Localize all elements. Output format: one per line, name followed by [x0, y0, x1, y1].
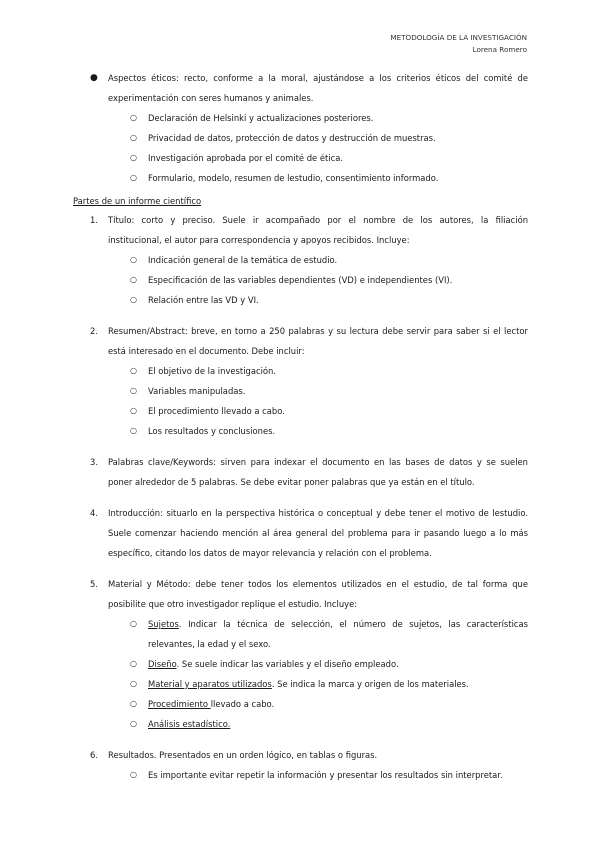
list-item: ○ Relación entre las VD y VI.	[73, 290, 528, 310]
circle-bullet-icon: ○	[130, 659, 137, 668]
part-text: posibilite que otro investigador replique el estudio. Incluye:	[108, 599, 358, 609]
list-item: ○ Es importante evitar repetir la información y presentar los resultados sin interpretar.	[73, 765, 528, 785]
part-text: específico, citando los datos de mayor relevancia y relación con el problema.	[108, 548, 432, 558]
analysis-term: Análisis estadístico.	[148, 719, 231, 729]
list-item: ○ Variables manipuladas.	[73, 381, 528, 401]
part-text: Resultados. Presentados en un orden lógico, en tablas o figuras.	[108, 750, 378, 760]
ethics-items	[73, 108, 528, 188]
procedure-term: Procedimiento	[148, 699, 211, 709]
part-5	[73, 574, 528, 734]
part-text: poner alrededor de 5 palabras. Se debe evitar poner palabras que ya están en el título.	[108, 477, 475, 487]
circle-bullet-icon: ○	[130, 153, 137, 162]
section-title: Partes de un informe científico	[73, 196, 202, 206]
list-item: ○ Privacidad de datos, protección de datos y destrucción de muestras.	[73, 128, 528, 148]
part-3	[73, 452, 528, 492]
part-1	[73, 210, 528, 310]
part-text: Introducción: situarlo en la perspectiva histórica o conceptual y debe tener el motivo de lestudio.	[108, 508, 528, 518]
circle-bullet-icon: ○	[130, 426, 137, 435]
list-item-procedure: ○ Procedimiento llevado a cabo.	[73, 694, 528, 714]
part-text: institucional, el autor para correspondencia y apoyos recibidos. Incluye:	[108, 235, 410, 245]
part-text: Material y Método: debe tener todos los elementos utilizados en el estudio, de tal forma que	[108, 579, 528, 589]
list-item-subjects-cont: relevantes, la edad y el sexo.	[148, 639, 271, 649]
header-author: Lorena Romero	[472, 44, 527, 54]
circle-bullet-icon: ○	[130, 366, 137, 375]
circle-bullet-icon: ○	[130, 133, 137, 142]
circle-bullet-icon: ○	[130, 386, 137, 395]
ethics-line-1: ● Aspectos éticos: recto, conforme a la moral, ajustándose a los criterios éticos del comité de	[73, 68, 528, 88]
list-item-material: ○ Material y aparatos utilizados. Se indica la marca y origen de los materiales.	[73, 674, 528, 694]
part-text: está interesado en el documento. Debe incluir:	[108, 346, 305, 356]
subjects-term: Sujetos	[148, 619, 179, 629]
part-2	[73, 321, 528, 441]
list-item: ○ Los resultados y conclusiones.	[73, 421, 528, 441]
circle-bullet-icon: ○	[130, 295, 137, 304]
circle-bullet-icon: ○	[130, 113, 137, 122]
page-header	[390, 32, 527, 55]
part-text: Palabras clave/Keywords: sirven para indexar el documento en las bases de datos y se suelen	[108, 457, 528, 467]
part-text: Resumen/Abstract: breve, en torno a 250 palabras y su lectura debe servir para saber si el lector	[108, 326, 528, 336]
list-item: ○ Investigación aprobada por el comité de ética.	[73, 148, 528, 168]
circle-bullet-icon: ○	[130, 173, 137, 182]
ethics-line-2: experimentación con seres humanos y animales.	[108, 93, 314, 103]
circle-bullet-icon: ○	[130, 619, 137, 628]
part-number: 4.	[90, 508, 98, 518]
part-number: 1.	[90, 215, 98, 225]
circle-bullet-icon: ○	[130, 699, 137, 708]
circle-bullet-icon: ○	[130, 255, 137, 264]
circle-bullet-icon: ○	[130, 770, 137, 779]
list-item: ○ Especificación de las variables dependientes (VD) e independientes (VI).	[73, 270, 528, 290]
circle-bullet-icon: ○	[130, 719, 137, 728]
part-6	[73, 745, 528, 785]
material-term: Material y aparatos utilizados	[148, 679, 272, 689]
list-item: ○ Declaración de Helsinki y actualizaciones posteriores.	[73, 108, 528, 128]
list-item: ○ Formulario, modelo, resumen de lestudio, consentimiento informado.	[73, 168, 528, 188]
part-text: Suele comenzar haciendo mención al área general del problema para ir pasando luego a lo más	[108, 528, 528, 538]
bullet-icon: ●	[90, 73, 98, 83]
circle-bullet-icon: ○	[130, 275, 137, 284]
part-number: 3.	[90, 457, 98, 467]
part-4	[73, 503, 528, 563]
header-course-title: METODOLOGÍA DE LA INVESTIGACIÓN	[390, 33, 527, 42]
circle-bullet-icon: ○	[130, 679, 137, 688]
ethics-block	[73, 68, 528, 188]
part-number: 6.	[90, 750, 98, 760]
list-item: ○ El procedimiento llevado a cabo.	[73, 401, 528, 421]
document-body	[73, 68, 528, 785]
part-text: Título: corto y preciso. Suele ir acompañado por el nombre de los autores, la filiación	[108, 215, 528, 225]
list-item-subjects: ○ Sujetos. Indicar la técnica de selección, el número de sujetos, las características	[73, 614, 528, 634]
list-item: ○ Indicación general de la temática de estudio.	[73, 250, 528, 270]
part-number: 2.	[90, 326, 98, 336]
list-item-analysis	[73, 714, 528, 734]
list-item: ○ El objetivo de la investigación.	[73, 361, 528, 381]
design-term: Diseño	[148, 659, 177, 669]
part-number: 5.	[90, 579, 98, 589]
list-item-design: ○ Diseño. Se suele indicar las variables y el diseño empleado.	[73, 654, 528, 674]
circle-bullet-icon: ○	[130, 406, 137, 415]
